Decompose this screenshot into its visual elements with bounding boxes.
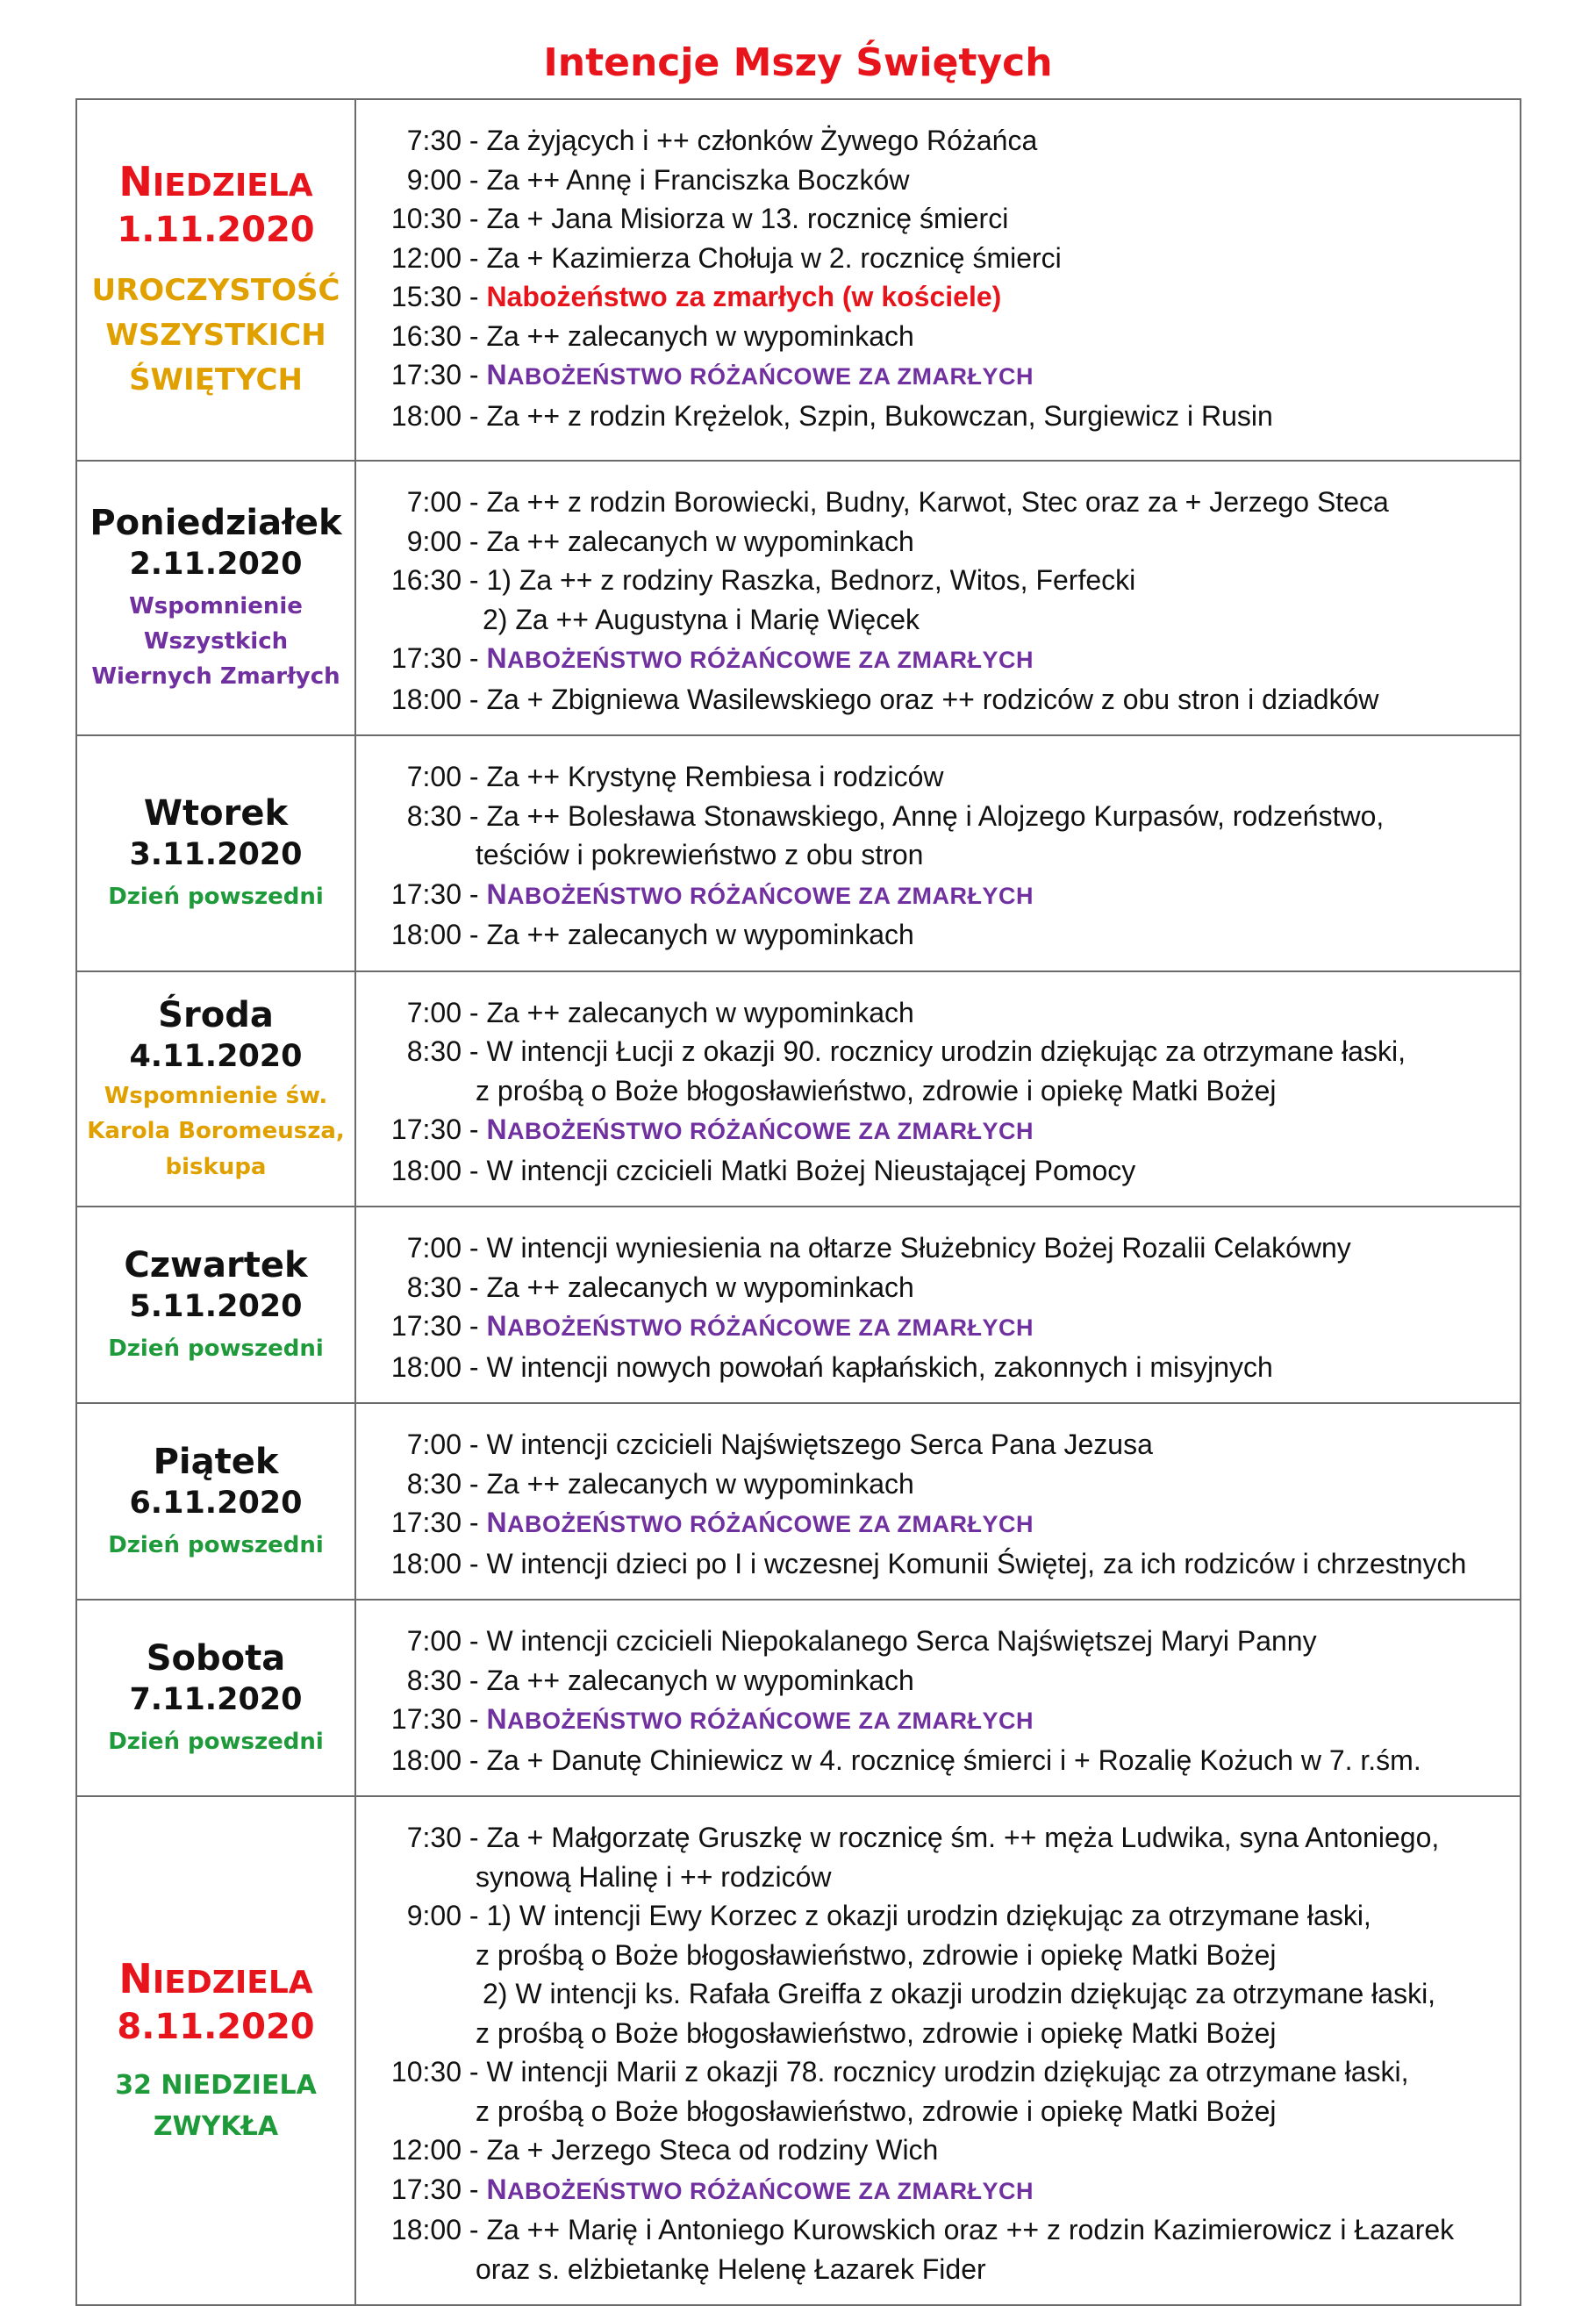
mass-entry-rosary: 17:30 - NABOŻEŃSTWO RÓŻAŃCOWE ZA ZMARŁYCH	[390, 1310, 1034, 1342]
day-date: 5.11.2020	[129, 1289, 303, 1325]
mass-entry: 7:00 - Za ++ zalecanych w wypominkach	[406, 996, 914, 1028]
day-description: Dzień powszedni	[108, 883, 324, 910]
day-row-friday	[76, 1403, 1521, 1600]
masses-cell	[355, 1600, 1521, 1796]
mass-entry: 18:00 - W intencji czcicieli Matki Bożej Nieustającej Pomocy	[390, 1154, 1136, 1186]
mass-entry: 12:00 - Za + Jerzego Steca od rodziny Wich	[390, 2134, 939, 2166]
day-description: Wspomnienie Wszystkich Wiernych Zmarłych	[91, 592, 340, 691]
day-row-wednesday	[76, 971, 1521, 1207]
day-name: NIEDZIELA	[118, 1954, 313, 2002]
day-name: Poniedziałek	[89, 503, 342, 544]
mass-entry-continued: z prośbą o Boże błogosławieństwo, zdrowie i opiekę Matki Bożej	[476, 2095, 1277, 2127]
day-cell	[76, 1600, 355, 1796]
day-description: Dzień powszedni	[108, 1728, 324, 1755]
mass-entry-continued: 2) W intencji ks. Rafała Greiffa z okazji urodzin dziękując za otrzymane łaski,	[483, 1978, 1436, 2009]
day-date: 6.11.2020	[129, 1486, 303, 1522]
day-row-tuesday	[76, 735, 1521, 971]
day-cell	[76, 971, 355, 1207]
masses-cell	[355, 461, 1521, 735]
mass-entry: 9:00 - 1) W intencji Ewy Korzec z okazji urodzin dziękując za otrzymane łaski,	[406, 1900, 1371, 1931]
day-name: Wtorek	[143, 793, 289, 834]
day-description: UROCZYSTOŚĆ WSZYSTKICH ŚWIĘTYCH	[91, 273, 340, 398]
mass-entry: 9:00 - Za ++ zalecanych w wypominkach	[406, 525, 914, 557]
mass-entry: 7:30 - Za + Małgorzatę Gruszkę w rocznicę śm. ++ męża Ludwika, syna Antoniego,	[406, 1822, 1440, 1853]
mass-entry-rosary: 17:30 - NABOŻEŃSTWO RÓŻAŃCOWE ZA ZMARŁYCH	[390, 1114, 1034, 1145]
mass-entry: 7:00 - Za ++ Krystynę Rembiesa i rodziców	[406, 761, 944, 792]
day-cell	[76, 99, 355, 461]
mass-entry: 10:30 - Za + Jana Misiorza w 13. rocznicę śmierci	[390, 203, 1009, 234]
mass-entry-rosary: 17:30 - NABOŻEŃSTWO RÓŻAŃCOWE ZA ZMARŁYCH	[390, 1703, 1034, 1735]
mass-entry: 18:00 - Za + Zbigniewa Wasilewskiego oraz ++ rodziców z obu stron i dziadków	[390, 683, 1379, 715]
mass-entry: 8:30 - W intencji Łucji z okazji 90. rocznicy urodzin dziękując za otrzymane łaski,	[406, 1035, 1406, 1067]
day-cell	[76, 735, 355, 971]
day-name: Piątek	[153, 1442, 279, 1483]
mass-entry: 7:00 - W intencji czcicieli Najświętszego Serca Pana Jezusa	[406, 1429, 1153, 1460]
day-row-saturday	[76, 1600, 1521, 1796]
mass-entry: 18:00 - Za ++ z rodzin Krężelok, Szpin, Bukowczan, Surgiewicz i Rusin	[390, 399, 1273, 432]
mass-entry-continued: 2) Za ++ Augustyna i Marię Więcek	[483, 603, 920, 635]
mass-entry-rosary: 17:30 - NABOŻEŃSTWO RÓŻAŃCOWE ZA ZMARŁYCH	[390, 2173, 1034, 2205]
day-description: Dzień powszedni	[108, 1531, 324, 1558]
day-name: Czwartek	[124, 1245, 308, 1286]
day-description: 32 NIEDZIELA ZWYKŁA	[115, 2070, 317, 2142]
masses-cell	[355, 1796, 1521, 2305]
day-date: 7.11.2020	[129, 1682, 303, 1718]
day-date: 1.11.2020	[117, 210, 315, 251]
mass-entry-highlight: 15:30 - Nabożeństwo za zmarłych (w kościele)	[390, 281, 1002, 312]
mass-intentions-table	[75, 98, 1521, 2306]
mass-entry: 8:30 - Za ++ zalecanych w wypominkach	[406, 1271, 914, 1303]
mass-entry-rosary: 17:30 - NABOŻEŃSTWO RÓŻAŃCOWE ZA ZMARŁYCH	[390, 359, 1034, 390]
mass-entry: 7:00 - W intencji czcicieli Niepokalanego Serca Najświętszej Maryi Panny	[406, 1625, 1317, 1657]
mass-entry: 18:00 - Za ++ zalecanych w wypominkach	[390, 919, 914, 950]
masses-cell	[355, 1207, 1521, 1403]
day-cell	[76, 1796, 355, 2305]
day-row-monday	[76, 461, 1521, 735]
day-row-sunday-1	[76, 99, 1521, 461]
mass-entry-rosary: 17:30 - NABOŻEŃSTWO RÓŻAŃCOWE ZA ZMARŁYCH	[390, 642, 1034, 674]
mass-entry: 16:30 - 1) Za ++ z rodziny Raszka, Bednorz, Witos, Ferfecki	[390, 564, 1136, 596]
masses-cell	[355, 735, 1521, 971]
mass-entry-continued: z prośbą o Boże błogosławieństwo, zdrowie i opiekę Matki Bożej	[476, 1938, 1277, 1971]
mass-entry-continued: oraz s. elżbietankę Helenę Łazarek Fider	[476, 2252, 986, 2285]
mass-entry: 7:00 - Za ++ z rodzin Borowiecki, Budny, Karwot, Stec oraz za + Jerzego Steca	[406, 486, 1389, 518]
day-cell	[76, 461, 355, 735]
mass-entry: 18:00 - W intencji dzieci po I i wczesnej Komunii Świętej, za ich rodziców i chrzestnych	[390, 1547, 1467, 1579]
mass-entry: 18:00 - Za ++ Marię i Antoniego Kurowskich oraz ++ z rodzin Kazimierowicz i Łazarek	[390, 2214, 1455, 2245]
mass-entry-rosary: 17:30 - NABOŻEŃSTWO RÓŻAŃCOWE ZA ZMARŁYCH	[390, 1507, 1034, 1538]
mass-entry-continued: teściów i pokrewieństwo z obu stron	[476, 839, 924, 870]
day-row-thursday	[76, 1207, 1521, 1403]
mass-entry: 12:00 - Za + Kazimierza Chołuja w 2. rocznicę śmierci	[390, 241, 1062, 274]
day-description: Wspomnienie św. Karola Boromeusza, biskupa	[87, 1083, 345, 1180]
masses-cell	[355, 1403, 1521, 1600]
day-row-sunday-8	[76, 1796, 1521, 2305]
masses-cell	[355, 971, 1521, 1207]
mass-entry-continued: synową Halinę i ++ rodziców	[476, 1860, 832, 1893]
mass-entry: 18:00 - Za + Danutę Chiniewicz w 4. rocznicę śmierci i + Rozalię Kożuch w 7. r.śm.	[390, 1744, 1421, 1776]
day-name: Sobota	[146, 1638, 286, 1679]
mass-entry: 8:30 - Za ++ zalecanych w wypominkach	[406, 1467, 914, 1500]
day-name: NIEDZIELA	[118, 157, 313, 205]
masses-cell	[355, 99, 1521, 461]
day-date: 2.11.2020	[129, 547, 303, 583]
day-date: 3.11.2020	[129, 837, 303, 873]
day-name: Środa	[158, 994, 274, 1035]
mass-entry: 8:30 - Za ++ zalecanych w wypominkach	[406, 1664, 914, 1696]
day-description: Dzień powszedni	[108, 1335, 324, 1362]
mass-entry: 7:30 - Za żyjących i ++ członków Żywego Różańca	[406, 125, 1038, 156]
mass-entry-continued: z prośbą o Boże błogosławieństwo, zdrowie i opiekę Matki Bożej	[476, 1074, 1277, 1106]
mass-entry: 9:00 - Za ++ Annę i Franciszka Boczków	[406, 163, 910, 196]
day-date: 4.11.2020	[129, 1038, 303, 1074]
day-cell	[76, 1207, 355, 1403]
mass-entry: 18:00 - W intencji nowych powołań kapłańskich, zakonnych i misyjnych	[390, 1350, 1273, 1383]
day-cell	[76, 1403, 355, 1600]
mass-entry: 7:00 - W intencji wyniesienia na ołtarze Służebnicy Bożej Rozalii Celakówny	[406, 1232, 1351, 1264]
page-title: Intencje Mszy Świętych	[543, 40, 1053, 85]
day-date: 8.11.2020	[117, 2007, 315, 2048]
mass-entry: 10:30 - W intencji Marii z okazji 78. rocznicy urodzin dziękując za otrzymane łaski,	[390, 2056, 1409, 2088]
mass-entry: 8:30 - Za ++ Bolesława Stonawskiego, Annę i Alojzego Kurpasów, rodzeństwo,	[406, 799, 1385, 832]
mass-entry-continued: z prośbą o Boże błogosławieństwo, zdrowie i opiekę Matki Bożej	[476, 2016, 1277, 2049]
mass-entry-rosary: 17:30 - NABOŻEŃSTWO RÓŻAŃCOWE ZA ZMARŁYCH	[390, 877, 1034, 910]
mass-entry: 16:30 - Za ++ zalecanych w wypominkach	[390, 319, 914, 352]
